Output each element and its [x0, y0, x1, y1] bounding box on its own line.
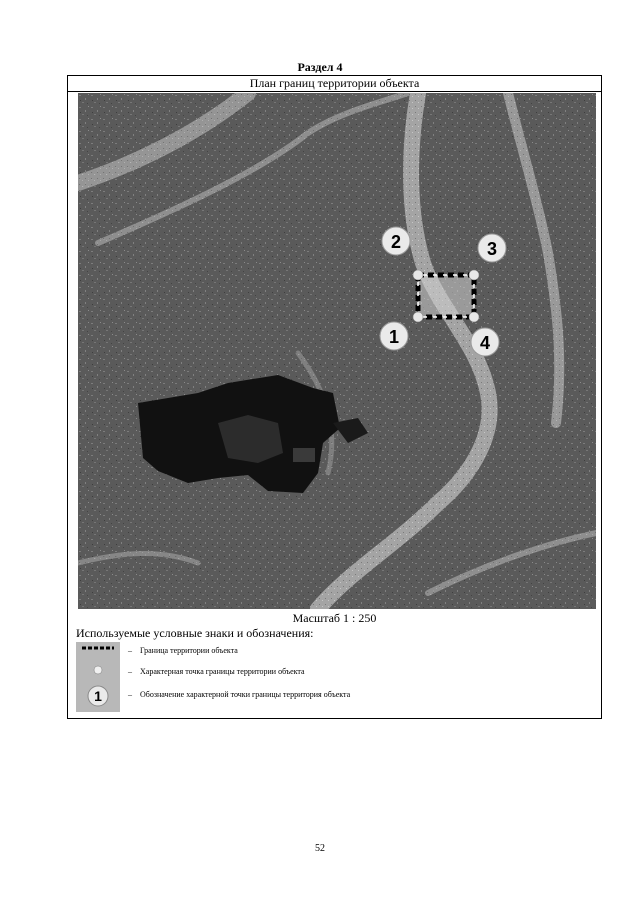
point-marker-1[interactable]: [380, 322, 408, 350]
point-label-3: 3: [486, 239, 498, 259]
point-marker-2[interactable]: [382, 227, 410, 255]
map-scale: Масштаб 1 : 250: [292, 611, 377, 625]
plan-title: План границ территории объекта: [68, 76, 601, 92]
legend-dash: –: [128, 667, 132, 676]
map-ground: [78, 93, 596, 609]
page-number: 52: [315, 843, 325, 854]
legend-item-point: [128, 667, 305, 676]
plan-frame: [67, 75, 602, 719]
point-marker-3[interactable]: [478, 234, 506, 262]
point-label-icon: [88, 686, 108, 706]
legend-item-label: [128, 690, 350, 699]
section-title: Раздел 4: [297, 60, 343, 74]
legend-item-boundary: [128, 646, 238, 655]
point-marker-4[interactable]: [471, 328, 499, 356]
legend-heading: Используемые условные знаки и обозначения:: [76, 626, 314, 640]
boundary-point-icon: [94, 666, 102, 674]
legend-dash: –: [128, 646, 132, 655]
point-label-4: 4: [479, 333, 491, 353]
object-boundary[interactable]: [418, 275, 474, 317]
map-canvas: [78, 93, 596, 609]
legend-text-label: Обозначение характерной точки границы территория объекта: [140, 690, 351, 699]
legend-symbols: [76, 642, 120, 712]
legend-sample-label: 1: [94, 688, 102, 704]
aerial-map[interactable]: [78, 93, 596, 609]
legend-dash: –: [128, 690, 132, 699]
point-label-1: 1: [388, 327, 400, 347]
legend-text-point: Характерная точка границы территории объекта: [140, 667, 305, 676]
legend-text-boundary: Граница территории объекта: [140, 646, 238, 655]
point-label-2: 2: [390, 232, 402, 252]
